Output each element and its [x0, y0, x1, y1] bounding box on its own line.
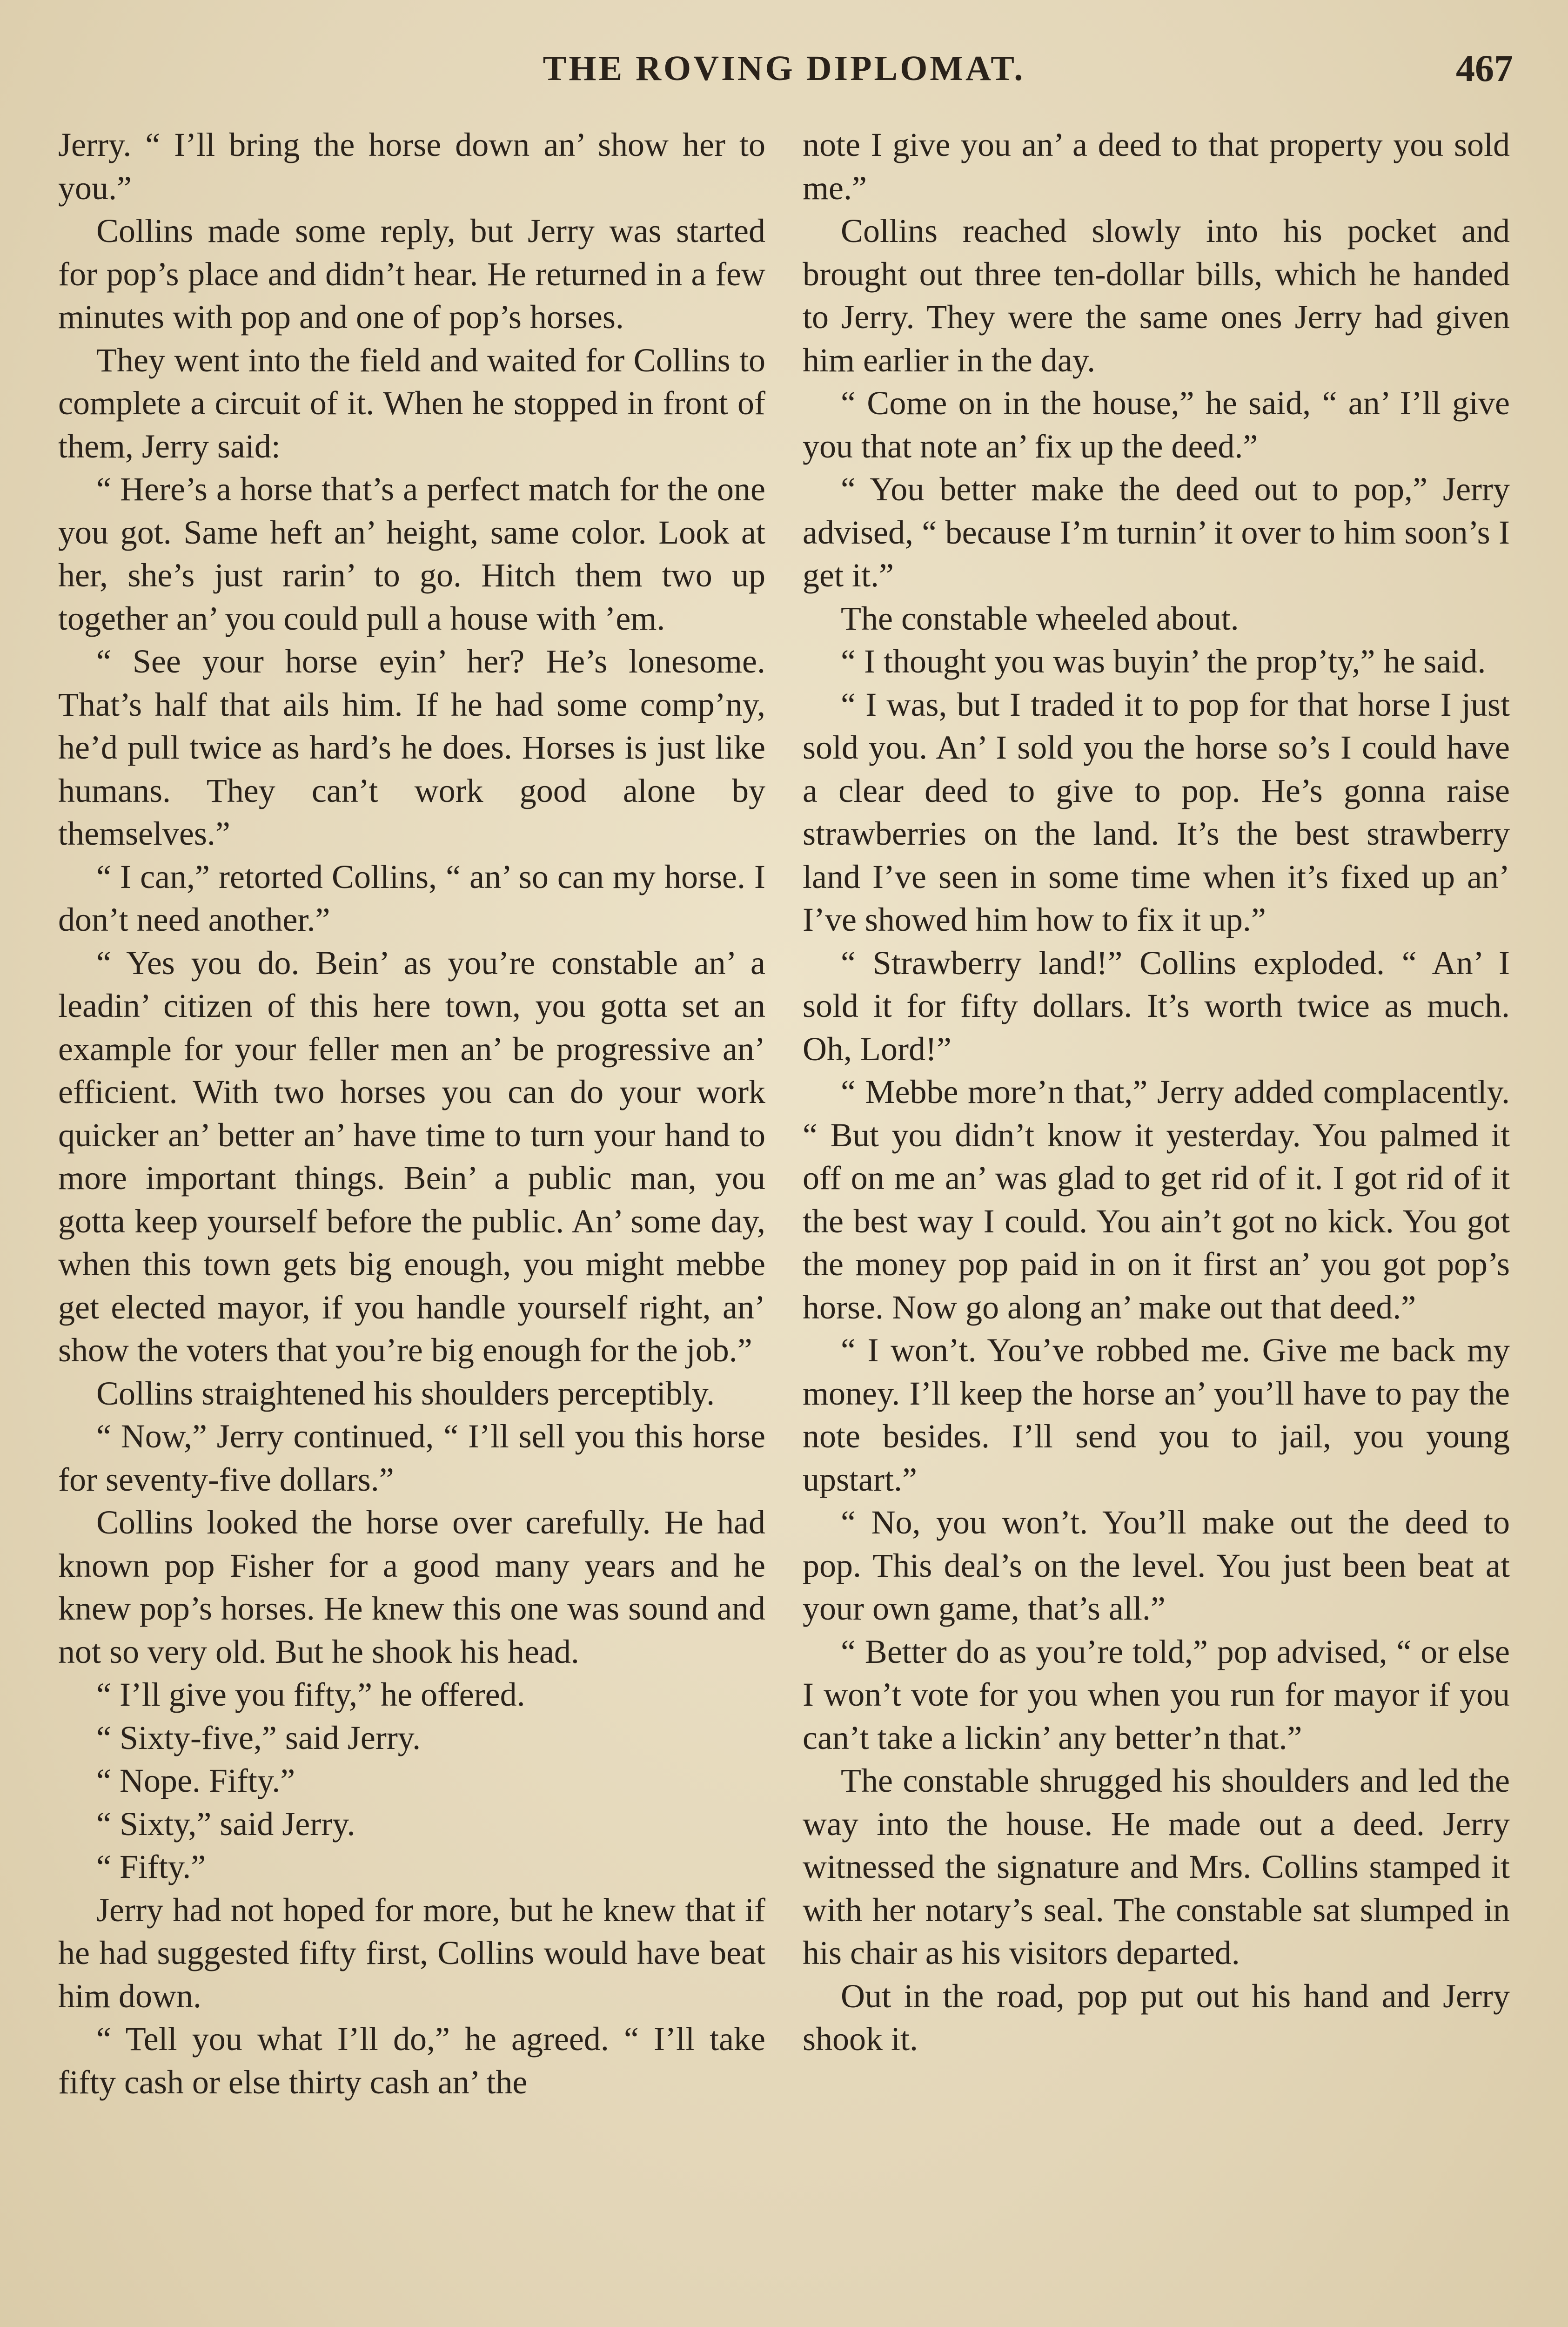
paragraph: The constable shrugged his shoulders and led the way into the house. He made out a deed. Jerry witnessed the signature and Mrs. Collins stamped it with her notary’s seal. The constable sat slumped in his chair as his visitors departed.: [803, 1762, 1510, 1971]
text-column-left: [58, 123, 765, 2104]
paragraph: “ Sixty-five,” said Jerry.: [96, 1719, 421, 1756]
paragraph: “ Come on in the house,” he said, “ an’ I’ll give you that note an’ fix up the deed.”: [803, 384, 1510, 465]
paragraph: “ I’ll give you fifty,” he offered.: [96, 1676, 525, 1713]
paragraph: “ Here’s a horse that’s a perfect match for the one you got. Same heft an’ height, same color. Look at her, she’s just rarin’ to go. Hitch them two up together an’ you could pull a house with ’em.: [58, 471, 765, 637]
paragraph: “ Fifty.”: [96, 1848, 206, 1885]
paragraph: Collins straightened his shoulders perceptibly.: [96, 1374, 715, 1412]
paragraph: “ Now,” Jerry continued, “ I’ll sell you this horse for seventy-five dollars.”: [58, 1418, 765, 1498]
paragraph: They went into the field and waited for Collins to complete a circuit of it. When he stopped in front of them, Jerry said:: [58, 341, 765, 465]
text-column-right: [803, 123, 1510, 2061]
paragraph: “ Tell you what I’ll do,” he agreed. “ I’ll take fifty cash or else thirty cash an’ the: [58, 2020, 765, 2101]
paragraph: Out in the road, pop put out his hand and Jerry shook it.: [803, 1977, 1510, 2058]
paragraph: “ No, you won’t. You’ll make out the deed to pop. This deal’s on the level. You just been beat at your own game, that’s all.”: [803, 1504, 1510, 1627]
paragraph: “ I can,” retorted Collins, “ an’ so can my horse. I don’t need another.”: [58, 858, 765, 938]
paragraph: “ Mebbe more’n that,” Jerry added complacently. “ But you didn’t know it yesterday. You palmed it off on me an’ was glad to get rid of it. I got rid of it the best way I could. You ain’t got no kick. You got the money pop paid in on it first an’ you got pop’s horse. Now go along an’ make out that deed.”: [803, 1073, 1510, 1326]
paragraph: “ You better make the deed out to pop,” Jerry advised, “ because I’m turnin’ it over to him soon’s I get it.”: [803, 471, 1510, 594]
paragraph: “ Strawberry land!” Collins exploded. “ An’ I sold it for fifty dollars. It’s worth twice as much. Oh, Lord!”: [803, 944, 1510, 1068]
paragraph: “ I was, but I traded it to pop for that horse I just sold you. An’ I sold you the horse so’s I could have a clear deed to give to pop. He’s gonna raise strawberries on the land. It’s the best strawberry land I’ve seen in some time when it’s fixed up an’ I’ve showed him how to fix it up.”: [803, 686, 1510, 938]
paragraph: The constable wheeled about.: [841, 599, 1239, 637]
paragraph: “ Better do as you’re told,” pop advised, “ or else I won’t vote for you when you run for mayor if you can’t take a lickin’ any better’n that.”: [803, 1633, 1510, 1756]
paragraph: note I give you an’ a deed to that property you sold me.”: [803, 126, 1510, 207]
paragraph: “ I won’t. You’ve robbed me. Give me back my money. I’ll keep the horse an’ you’ll have to pay the note besides. I’ll send you to jail, you young upstart.”: [803, 1332, 1510, 1498]
paragraph: “ See your horse eyin’ her? He’s lonesome. That’s half that ails him. If he had some comp’ny, he’d pull twice as hard’s he does. Horses is just like humans. They can’t work good alone by themselves.”: [58, 643, 765, 852]
paragraph: “ Nope. Fifty.”: [96, 1762, 295, 1799]
page-number: 467: [1456, 47, 1513, 89]
page-header: [0, 43, 1568, 94]
paragraph: Jerry. “ I’ll bring the horse down an’ show her to you.”: [58, 126, 765, 207]
paragraph: Collins reached slowly into his pocket and brought out three ten-dollar bills, which he handed to Jerry. They were the same ones Jerry had given him earlier in the day.: [803, 212, 1510, 379]
paragraph: “ Sixty,” said Jerry.: [96, 1805, 355, 1843]
paragraph: “ I thought you was buyin’ the prop’ty,” he said.: [841, 643, 1486, 680]
paragraph: Collins looked the horse over carefully. He had known pop Fisher for a good many years and he knew pop’s horses. He knew this one was sound and not so very old. But he shook his head.: [58, 1504, 765, 1670]
running-head: THE ROVING DIPLOMAT.: [543, 49, 1025, 88]
paragraph: Collins made some reply, but Jerry was started for pop’s place and didn’t hear. He returned in a few minutes with pop and one of pop’s horses.: [58, 212, 765, 336]
paragraph: “ Yes you do. Bein’ as you’re constable an’ a leadin’ citizen of this here town, you gotta set an example for your feller men an’ be progressive an’ efficient. With two horses you can do your work quicker an’ better an’ have time to turn your hand to more important things. Bein’ a public man, you gotta keep yourself before the public. An’ some day, when this town gets big enough, you might mebbe get elected mayor, if you handle yourself right, an’ show the voters that you’re big enough for the job.”: [58, 944, 765, 1369]
paragraph: Jerry had not hoped for more, but he knew that if he had suggested fifty first, Collins would have beat him down.: [58, 1891, 765, 2015]
